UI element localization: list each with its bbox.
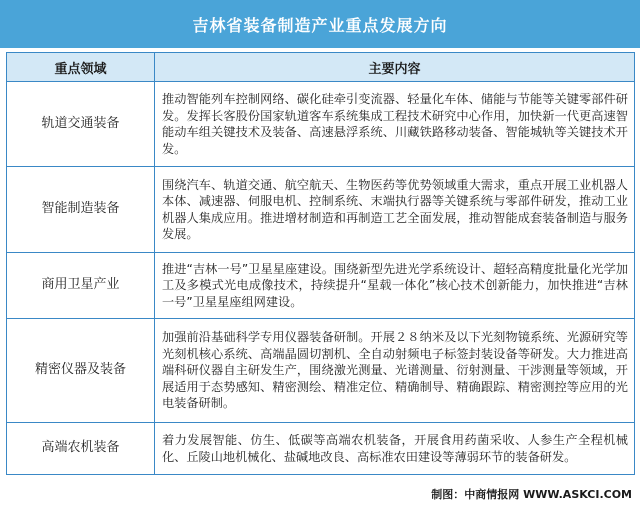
- data-table-container: [6, 52, 634, 475]
- content-cell: 着力发展智能、仿生、低碳等高端农机装备，开展食用药菌采收、人参生产全程机械化、丘陵山地机械化、盐碱地改良、高标准农田建设等薄弱环节的装备研发。: [155, 423, 635, 475]
- source-credit: 制图：中商情报网 WWW.ASKCI.COM: [431, 488, 632, 501]
- field-cell: 精密仪器及装备: [7, 319, 155, 423]
- field-cell: 高端农机装备: [7, 423, 155, 475]
- column-header-field: 重点领域: [7, 53, 155, 82]
- content-cell: 推动智能列车控制网络、碳化硅牵引变流器、轻量化车体、储能与节能等关键零部件研发。发挥长客股份国家轨道客车系统集成工程技术研究中心作用，加快新一代更高速智能动车组关键技术及装备、高速悬浮系统、川藏铁路移动装备、智能城轨等关键技术开发。: [155, 82, 635, 167]
- content-cell: 加强前沿基础科学专用仪器装备研制。开展２８纳米及以下光刻物镜系统、光源研究等光刻机核心系统、高端晶圆切割机、全自动射频电子标签封装设备等研发。大力推进高端科研仪器自主研发生产，围绕激光测量、光谱测量、衍射测量、干涉测量等领域，开展适用于态势感知、精密测绘、精准定位、精确制导、精确跟踪、精密测控等应用的光电装备研制。: [155, 319, 635, 423]
- table-row: [7, 423, 635, 475]
- page-title: 吉林省装备制造产业重点发展方向: [192, 15, 448, 35]
- table-header-row: [7, 53, 635, 82]
- table-row: [7, 319, 635, 423]
- data-table: [6, 52, 635, 475]
- field-cell: 智能制造装备: [7, 167, 155, 253]
- content-cell: 推进“吉林一号”卫星星座建设。围绕新型先进光学系统设计、超轻高精度批量化光学加工及多模式光电成像技术，持续提升“星载一体化”核心技术创新能力，加快推进“吉林一号”卫星星座组网建设。: [155, 253, 635, 319]
- table-row: [7, 82, 635, 167]
- table-row: [7, 167, 635, 253]
- content-cell: 围绕汽车、轨道交通、航空航天、生物医药等优势领域重大需求，重点开展工业机器人本体、减速器、伺服电机、控制系统、末端执行器等关键系统与零部件研发，推动工业机器人集成应用。推进增材制造和再制造工艺全面发展，推动智能成套装备制造与服务发展。: [155, 167, 635, 253]
- field-cell: 轨道交通装备: [7, 82, 155, 167]
- footer-source: [431, 486, 632, 502]
- title-bar: [0, 0, 640, 48]
- table-row: [7, 253, 635, 319]
- column-header-content: 主要内容: [155, 53, 635, 82]
- field-cell: 商用卫星产业: [7, 253, 155, 319]
